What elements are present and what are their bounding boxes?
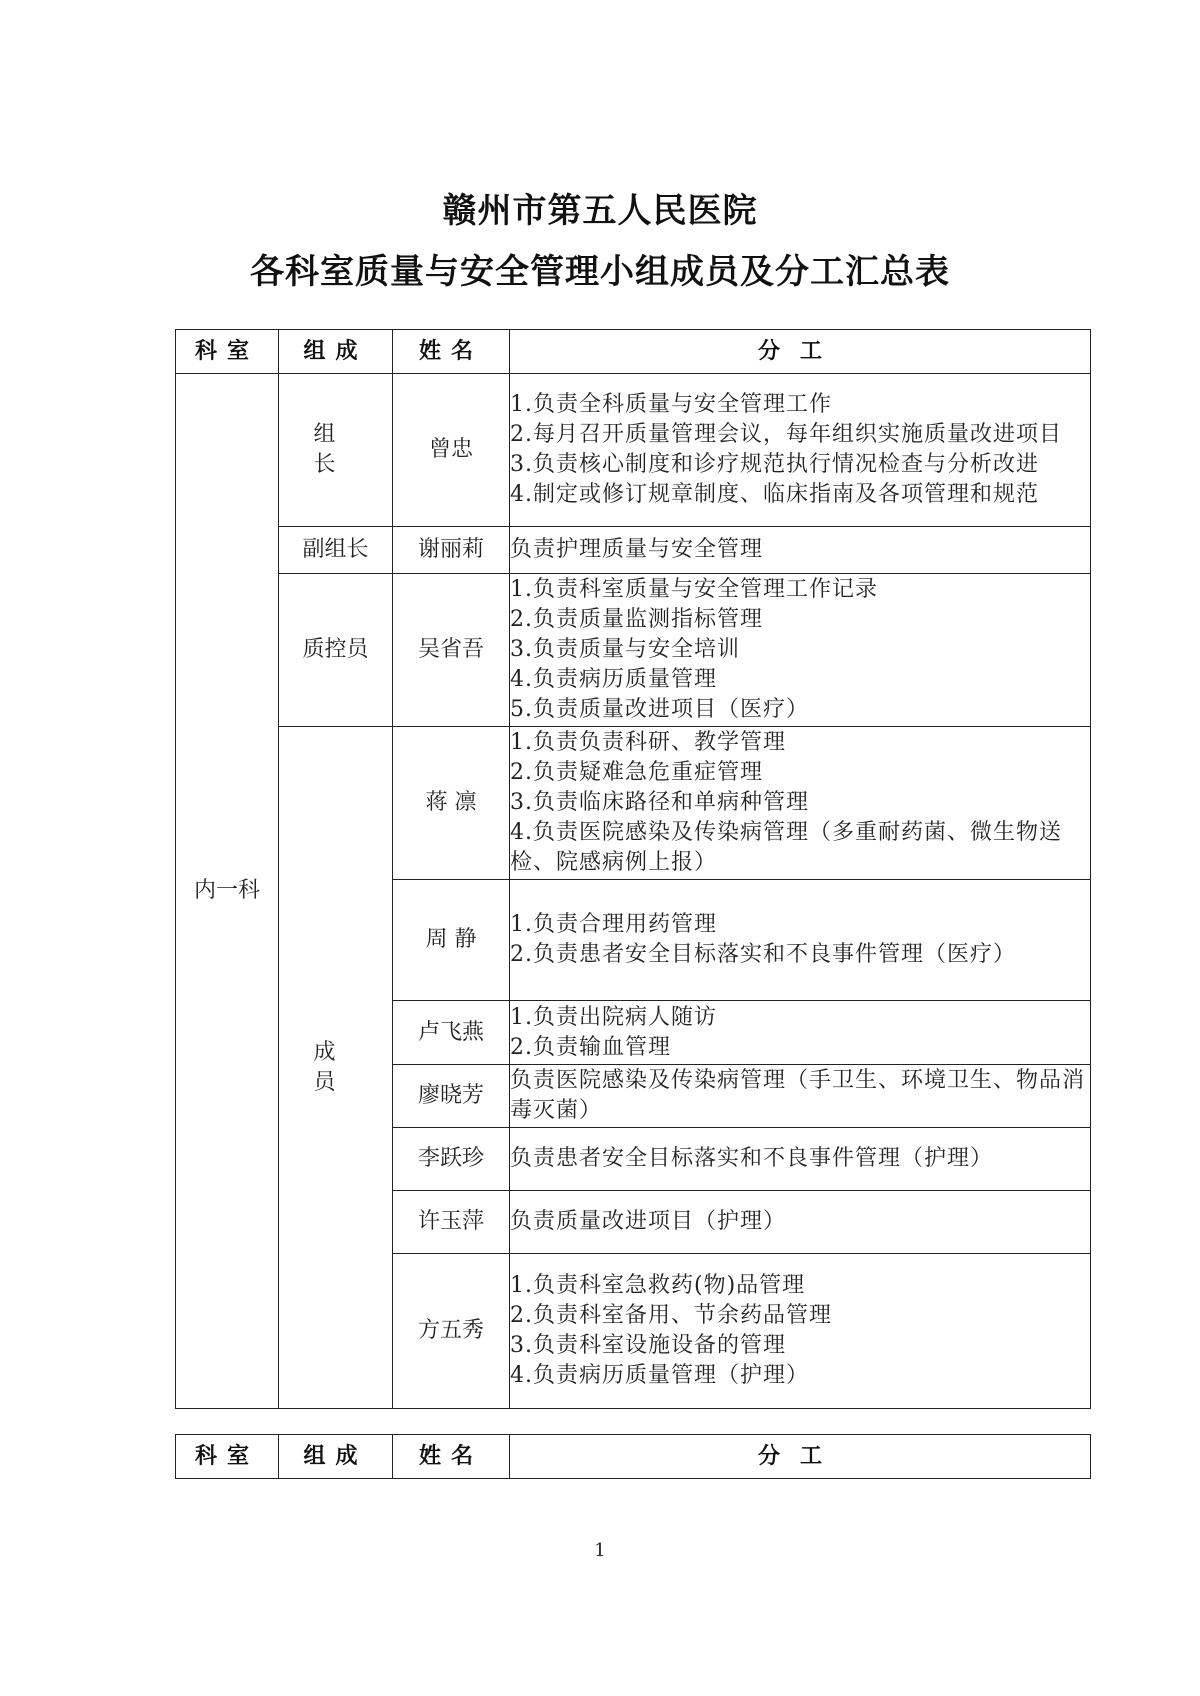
header-role: 组成 [279, 1435, 393, 1479]
duty-line: 2.负责疑难急危重症管理 [510, 760, 763, 785]
duty-line: 3.负责临床路径和单病种管理 [510, 790, 809, 815]
duty-line: 1.负责科室质量与安全管理工作记录 [510, 577, 878, 602]
duty-cell [510, 880, 1091, 1001]
duty-line: 2.每月召开质量管理会议，每年组织实施质量改进项目 [510, 422, 1062, 447]
duty-cell [510, 1128, 1091, 1191]
member-name: 李跃珍 [393, 1128, 510, 1191]
header-name: 姓名 [393, 1435, 510, 1479]
header-duty: 分工 [510, 330, 1091, 374]
role-leader: 组 长 [279, 374, 393, 527]
duty-cell [510, 1254, 1091, 1409]
duty-cell [510, 527, 1091, 574]
table-row [176, 727, 1091, 880]
header-role: 组成 [279, 330, 393, 374]
duty-line: 1.负责合理用药管理 [510, 912, 717, 937]
duty-line: 2.负责患者安全目标落实和不良事件管理（医疗） [510, 942, 1016, 967]
duty-line: 1.负责出院病人随访 [510, 1004, 717, 1030]
duty-line: 负责质量改进项目（护理） [510, 1209, 787, 1234]
duty-line: 负责患者安全目标落实和不良事件管理（护理） [510, 1146, 994, 1171]
table-title: 各科室质量与安全管理小组成员及分工汇总表 [250, 252, 950, 292]
hospital-title: 赣州市第五人民医院 [442, 191, 758, 231]
duty-line: 负责医院感染及传染病管理（手卫生、环境卫生、物品消毒灭菌） [510, 1068, 1086, 1123]
table-row [176, 527, 1091, 574]
duty-cell [510, 374, 1091, 527]
header-name: 姓名 [393, 330, 510, 374]
duty-line: 3.负责质量与安全培训 [510, 637, 740, 662]
duty-cell [510, 1191, 1091, 1254]
header-dept: 科室 [176, 330, 279, 374]
duty-line: 5.负责质量改进项目（医疗） [510, 697, 809, 722]
header-dept: 科室 [176, 1435, 279, 1479]
role-qc: 质控员 [279, 574, 393, 727]
table-row [176, 574, 1091, 727]
member-name: 谢丽莉 [393, 527, 510, 574]
department-cell: 内一科 [176, 374, 279, 1409]
duty-cell [510, 1001, 1091, 1065]
duty-line: 4.负责病历质量管理（护理） [510, 1363, 809, 1388]
role-member: 成 员 [279, 727, 393, 1409]
member-name: 曾忠 [393, 374, 510, 527]
duty-cell [510, 574, 1091, 727]
duty-line: 负责护理质量与安全管理 [510, 537, 764, 562]
header-duty: 分工 [510, 1435, 1091, 1479]
duty-line: 3.负责科室设施设备的管理 [510, 1333, 786, 1358]
member-name: 蒋 凛 [393, 727, 510, 880]
staff-duty-table [175, 329, 1091, 1409]
duty-line: 1.负责科室急救药(物)品管理 [510, 1273, 806, 1298]
table-header-row [176, 1435, 1091, 1479]
member-name: 许玉萍 [393, 1191, 510, 1254]
duty-line: 2.负责科室备用、节余药品管理 [510, 1303, 832, 1328]
member-name: 吴省吾 [393, 574, 510, 727]
page-number: 1 [594, 1540, 606, 1561]
member-name: 廖晓芳 [393, 1065, 510, 1128]
duty-line: 4.负责医院感染及传染病管理（多重耐药菌、微生物送检、院感病例上报） [510, 820, 1062, 875]
duty-cell [510, 727, 1091, 880]
duty-line: 2.负责输血管理 [510, 1034, 671, 1060]
member-name: 方五秀 [393, 1254, 510, 1409]
table-header-row [176, 330, 1091, 374]
duty-cell [510, 1065, 1091, 1128]
table-row [176, 374, 1091, 527]
duty-line: 1.负责全科质量与安全管理工作 [510, 392, 832, 417]
duty-line: 2.负责质量监测指标管理 [510, 607, 763, 632]
role-deputy: 副组长 [279, 527, 393, 574]
duty-line: 4.负责病历质量管理 [510, 667, 717, 692]
continued-table-header [175, 1434, 1091, 1479]
duty-line: 3.负责核心制度和诊疗规范执行情况检查与分析改进 [510, 452, 1039, 477]
duty-line: 1.负责负责科研、教学管理 [510, 730, 786, 755]
member-name: 周 静 [393, 880, 510, 1001]
duty-line: 4.制定或修订规章制度、临床指南及各项管理和规范 [510, 482, 1039, 507]
member-name: 卢飞燕 [393, 1001, 510, 1065]
